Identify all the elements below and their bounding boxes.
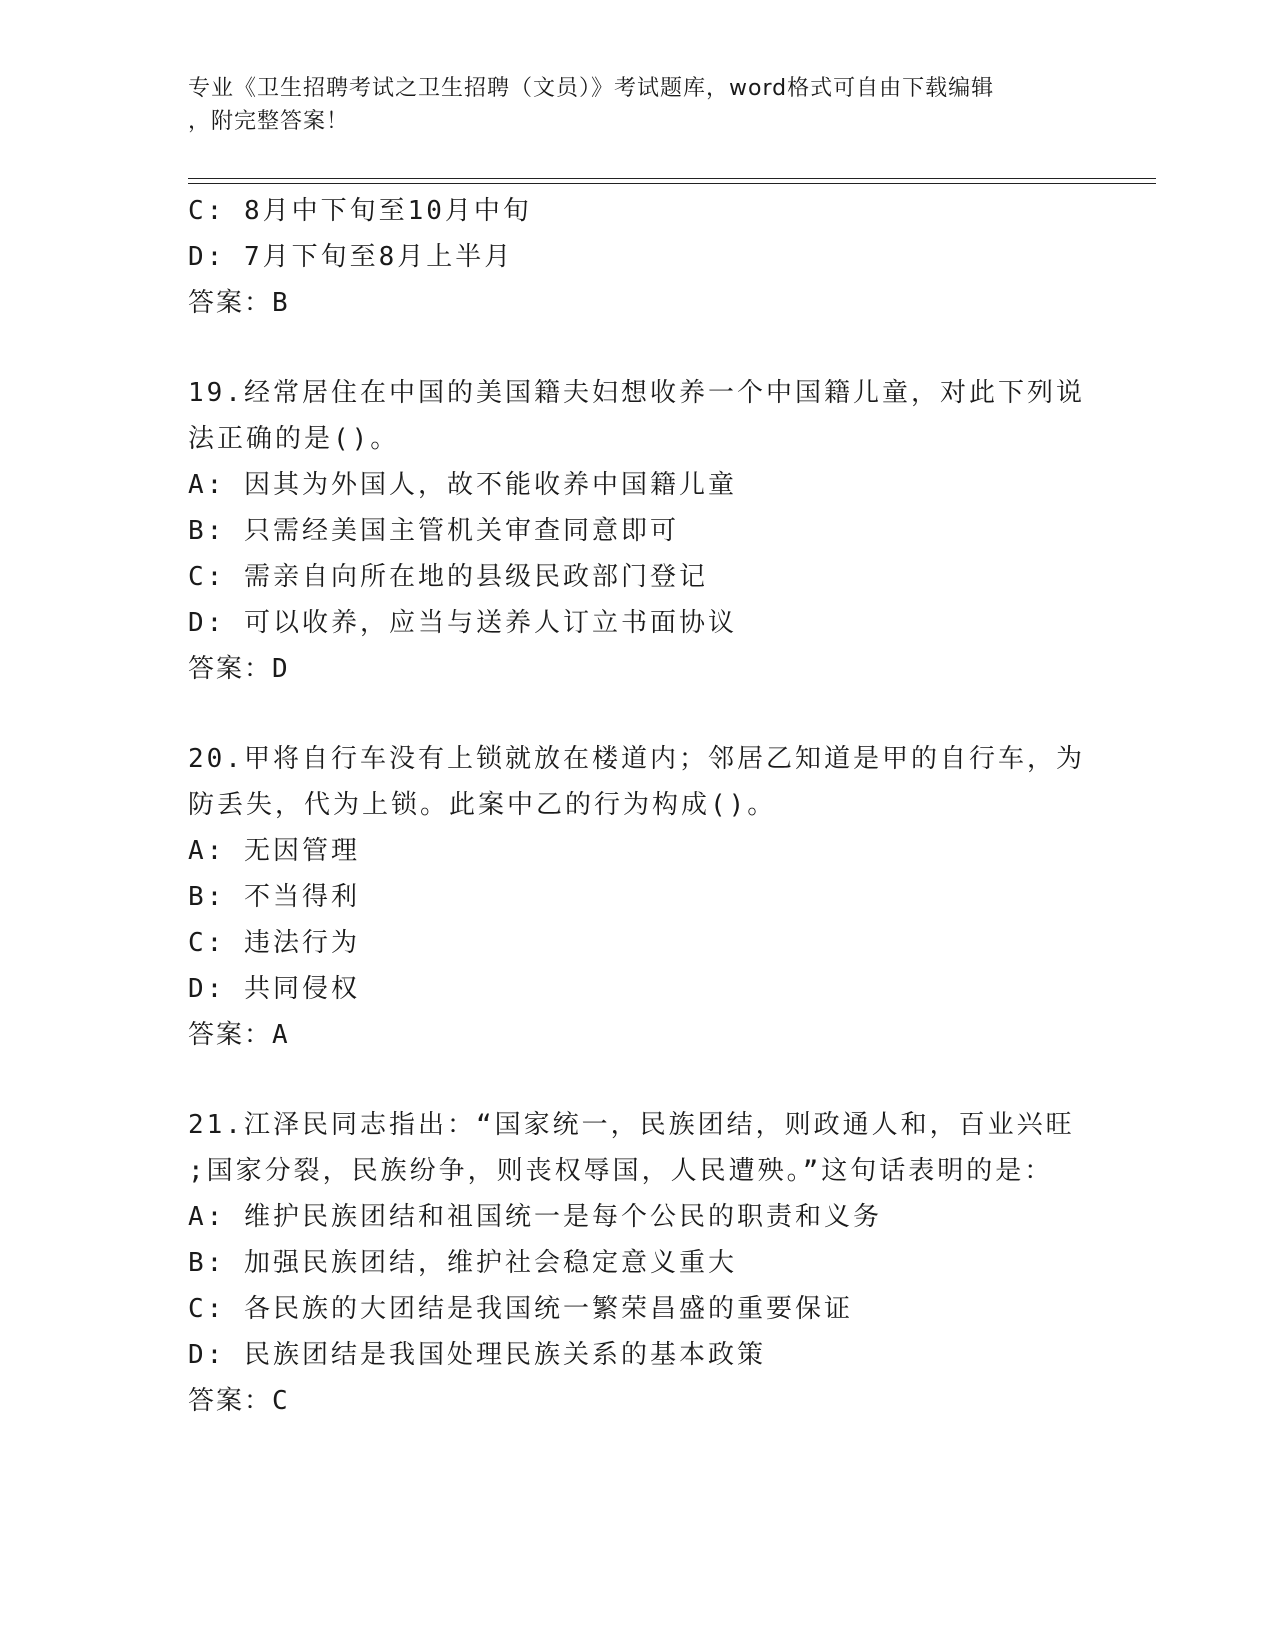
option-d: D: 7月下旬至8月上半月 bbox=[188, 242, 514, 272]
question-text-line2: ;国家分裂，民族纷争，则丧权辱国，人民遭殃。”这句话表明的是： bbox=[188, 1156, 1054, 1186]
question-18-partial bbox=[188, 188, 1088, 326]
question-21 bbox=[188, 1102, 1088, 1424]
answer-text: 答案：C bbox=[188, 1386, 290, 1416]
header-divider-bottom bbox=[188, 183, 1156, 184]
option-a: A: 维护民族团结和祖国统一是每个公民的职责和义务 bbox=[188, 1202, 882, 1232]
option-a: A: 无因管理 bbox=[188, 836, 360, 866]
option-d: D: 民族团结是我国处理民族关系的基本政策 bbox=[188, 1340, 766, 1370]
header-title-line1: 专业《卫生招聘考试之卫生招聘（文员）》考试题库，word格式可自由下载编辑 bbox=[188, 76, 995, 101]
option-c: C: 8月中下旬至10月中旬 bbox=[188, 196, 532, 226]
option-c: C: 各民族的大团结是我国统一繁荣昌盛的重要保证 bbox=[188, 1294, 853, 1324]
option-a: A: 因其为外国人，故不能收养中国籍儿童 bbox=[188, 470, 737, 500]
option-b: B: 加强民族团结，维护社会稳定意义重大 bbox=[188, 1248, 737, 1278]
question-20 bbox=[188, 736, 1088, 1058]
spacer bbox=[188, 1058, 1088, 1102]
question-text-line1: 19.经常居住在中国的美国籍夫妇想收养一个中国籍儿童，对此下列说 bbox=[188, 378, 1085, 408]
header-divider-top bbox=[188, 178, 1156, 179]
spacer bbox=[188, 692, 1088, 736]
option-d: D: 共同侵权 bbox=[188, 974, 360, 1004]
question-text-line2: 防丢失，代为上锁。此案中乙的行为构成()。 bbox=[188, 790, 777, 820]
question-text-line1: 20.甲将自行车没有上锁就放在楼道内；邻居乙知道是甲的自行车，为 bbox=[188, 744, 1085, 774]
question-content bbox=[188, 188, 1088, 1424]
spacer bbox=[188, 326, 1088, 370]
document-header bbox=[188, 72, 1088, 138]
option-b: B: 不当得利 bbox=[188, 882, 360, 912]
answer-text: 答案：D bbox=[188, 654, 290, 684]
option-c: C: 需亲自向所在地的县级民政部门登记 bbox=[188, 562, 708, 592]
question-19 bbox=[188, 370, 1088, 692]
question-text-line2: 法正确的是()。 bbox=[188, 424, 400, 454]
option-b: B: 只需经美国主管机关审查同意即可 bbox=[188, 516, 679, 546]
header-title-line2: ，附完整答案！ bbox=[188, 109, 350, 134]
answer-text: 答案：A bbox=[188, 1020, 290, 1050]
answer-text: 答案：B bbox=[188, 288, 290, 318]
option-c: C: 违法行为 bbox=[188, 928, 360, 958]
option-d: D: 可以收养，应当与送养人订立书面协议 bbox=[188, 608, 737, 638]
question-text-line1: 21.江泽民同志指出：“国家统一，民族团结，则政通人和，百业兴旺 bbox=[188, 1110, 1075, 1140]
